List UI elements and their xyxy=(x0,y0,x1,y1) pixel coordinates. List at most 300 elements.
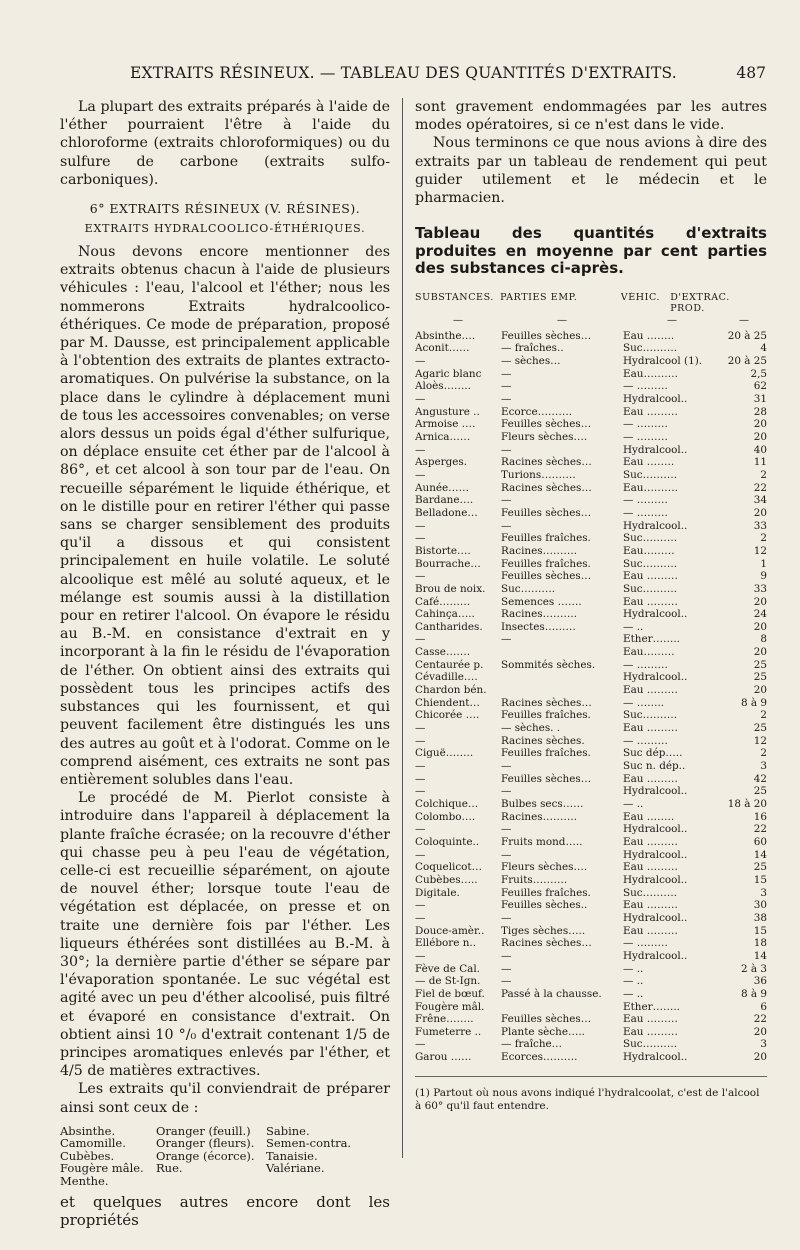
table-row xyxy=(415,342,767,355)
plant-name: Valériane. xyxy=(266,1161,325,1176)
vehicle-cell: Eau ……… xyxy=(623,722,678,735)
vehicle-cell: Eau ……… xyxy=(623,595,678,608)
part-cell: Semences ……. xyxy=(501,595,582,608)
table-row xyxy=(415,963,767,976)
plant-name: Orange (écorce). xyxy=(156,1148,255,1163)
vehicle-cell: Hydralcool.. xyxy=(623,873,688,886)
yield-cell: 20 xyxy=(753,506,767,519)
vehicle-cell: — ……… xyxy=(623,937,668,950)
yield-cell: 25 xyxy=(753,861,767,874)
yield-cell: 4 xyxy=(760,342,767,355)
vehicle-cell: Hydralcool.. xyxy=(623,443,688,456)
yield-cell: 20 à 25 xyxy=(727,355,767,368)
yield-cell: 22 xyxy=(753,823,767,836)
part-cell xyxy=(501,1001,623,1014)
part-cell: — xyxy=(501,785,512,798)
vehicle-cell: Suc………. xyxy=(623,342,678,355)
yield-cell: 20 xyxy=(753,620,767,633)
table-row xyxy=(415,406,767,419)
yield-cell: 12 xyxy=(753,734,767,747)
table-row xyxy=(415,558,767,571)
table-row xyxy=(415,722,767,735)
part-cell: Tiges sèches….. xyxy=(501,924,586,937)
yield-cell: 8 xyxy=(760,633,767,646)
table-row xyxy=(415,899,767,912)
part-cell: Insectes……… xyxy=(501,620,576,633)
substance-cell: Agaric blanc xyxy=(415,367,482,380)
substance-cell: Colombo…. xyxy=(415,810,476,823)
vehicle-cell: — .. xyxy=(623,620,644,633)
yield-cell: 2 à 3 xyxy=(740,962,767,975)
yield-cell: 20 xyxy=(753,646,767,659)
column-header: PARTIES EMP. xyxy=(500,291,578,303)
plant-name xyxy=(156,1175,266,1188)
substance-cell: — xyxy=(415,633,426,646)
part-cell: Feuilles fraîches. xyxy=(501,532,591,545)
substance-cell: Douce-amèr.. xyxy=(415,924,485,937)
substance-cell: Cahinça….. xyxy=(415,608,475,621)
substance-cell: — xyxy=(415,760,426,773)
table-row xyxy=(415,482,767,495)
column-divider xyxy=(402,98,403,1158)
left-column xyxy=(60,98,390,1230)
subsection-heading: EXTRAITS HYDRALCOOLICO-ÉTHÉRIQUES. xyxy=(84,222,366,236)
substance-cell: Cantharides. xyxy=(415,620,483,633)
vehicle-cell: Hydralcool.. xyxy=(623,823,688,836)
table-row xyxy=(415,330,767,343)
part-cell: Feuilles fraîches. xyxy=(501,886,591,899)
substance-cell: Ciguë…….. xyxy=(415,747,474,760)
substance-cell: Fève de Cal. xyxy=(415,962,480,975)
substance-cell: Colchique… xyxy=(415,798,479,810)
table-row xyxy=(415,671,767,684)
vehicle-cell: Ether…….. xyxy=(623,1000,680,1013)
table-row xyxy=(415,925,767,938)
table-title: Tableau des quantités d'extraits produites en moyenne par cent parties des substances ci-après. xyxy=(415,224,767,278)
part-cell: Feuilles sèches… xyxy=(501,570,592,583)
vehicle-cell: — .. xyxy=(623,798,644,810)
yield-cell: 38 xyxy=(753,911,767,924)
table-row xyxy=(415,887,767,900)
table-row xyxy=(415,608,767,621)
plant-name: Cubèbes. xyxy=(60,1148,115,1163)
table-row xyxy=(415,785,767,798)
vehicle-cell: Suc dép….. xyxy=(623,747,683,760)
vehicle-cell: — ……… xyxy=(623,494,668,507)
substance-cell: Aconit…… xyxy=(415,342,470,355)
vehicle-cell: Eau ……… xyxy=(623,1013,678,1026)
substance-cell: Brou de noix. xyxy=(415,582,486,595)
yield-cell: 33 xyxy=(753,582,767,595)
plant-name xyxy=(266,1175,386,1188)
yield-cell: 15 xyxy=(753,873,767,886)
footnote: (1) Partout où nous avons indiqué l'hydralcoolat, c'est de l'alcool à 60° qu'il faut entendre. xyxy=(415,1076,767,1113)
dash: — xyxy=(453,315,463,326)
table-row xyxy=(415,709,767,722)
substance-cell: Angusture .. xyxy=(415,405,480,418)
yield-cell: 8 à 9 xyxy=(740,696,767,709)
vehicle-cell: — ……… xyxy=(623,418,668,431)
substance-cell: Coloquinte.. xyxy=(415,835,480,848)
table-header xyxy=(415,292,767,314)
table-row xyxy=(415,507,767,520)
part-cell: Racines………. xyxy=(501,544,578,557)
yield-cell: 3 xyxy=(760,760,767,773)
table-row xyxy=(415,760,767,773)
part-cell: Racines sèches. xyxy=(501,734,585,747)
vehicle-cell: Eau………. xyxy=(623,367,678,380)
part-cell: Plante sèche….. xyxy=(501,1025,585,1038)
yield-cell: 14 xyxy=(753,949,767,962)
plant-name: Sabine. xyxy=(266,1123,310,1138)
table-row xyxy=(415,861,767,874)
yield-cell: 18 à 20 xyxy=(727,798,767,810)
yield-cell: 20 xyxy=(753,1025,767,1038)
vehicle-cell: Suc………. xyxy=(623,709,678,722)
yield-cell: 60 xyxy=(753,835,767,848)
substance-cell: Frêne…….. xyxy=(415,1013,474,1026)
vehicle-cell: — ……… xyxy=(623,380,668,393)
yield-cell: 25 xyxy=(753,785,767,798)
section-heading: 6° EXTRAITS RÉSINEUX (V. RÉSINES). xyxy=(89,201,361,217)
table-row xyxy=(415,773,767,786)
substance-cell: Centaurée p. xyxy=(415,658,484,671)
substance-cell: Fumeterre .. xyxy=(415,1025,482,1038)
yield-cell: 2 xyxy=(760,747,767,760)
vehicle-cell: — ……… xyxy=(623,506,668,519)
part-cell: Fleurs sèches…. xyxy=(501,861,588,874)
part-cell: Feuilles sèches… xyxy=(501,418,592,431)
vehicle-cell: Suc………. xyxy=(623,1038,678,1051)
vehicle-cell: Eau……… xyxy=(623,646,675,659)
vehicle-cell: Suc………. xyxy=(623,532,678,545)
vehicle-cell: — .. xyxy=(623,975,644,988)
paragraph: Le procédé de M. Pierlot consiste à introduire dans l'appareil à déplacement la plante fraîche écrasée; on la recouvre d'éther qui chasse peu à peu l'eau de végétation, celle-ci est recueillie séparément, on ajoute de nouvel éther; lorsque toute l'eau de végétation est déplacée, on presse et on traite une dernière fois par l'éther. Les liqueurs éthérées sont distillées au B.-M. à 30°; la dernière partie d'éther se sépare par l'évaporation spontanée. Le suc végétal est agité avec un peu d'éther alcoolisé, puis filtré et évaporé en consistance d'extrait. On obtient ainsi 10 °/₀ d'extrait contenant 1/5 de principes aromatiques enlevés par l'éther, et 4/5 de matières extractives. xyxy=(60,790,390,1080)
part-cell: — xyxy=(501,367,512,380)
yield-cell: 40 xyxy=(753,443,767,456)
table-row xyxy=(415,950,767,963)
yield-cell: 14 xyxy=(753,848,767,861)
yield-cell: 20 xyxy=(753,418,767,431)
table-row xyxy=(415,735,767,748)
part-cell: Sommités sèches. xyxy=(501,658,596,671)
vehicle-cell: Eau ……… xyxy=(623,405,678,418)
table-row xyxy=(415,570,767,583)
plant-name: Rue. xyxy=(156,1161,183,1176)
vehicle-cell: Eau …….. xyxy=(623,456,675,469)
part-cell: — xyxy=(501,975,512,988)
substance-cell: — xyxy=(415,355,426,368)
substance-cell: — xyxy=(415,848,426,861)
part-cell: Feuilles fraîches. xyxy=(501,747,591,760)
part-cell: — xyxy=(501,911,512,924)
column-header: D'EXTRAC. PROD. xyxy=(670,291,730,314)
yield-cell: 16 xyxy=(753,810,767,823)
yield-cell: 22 xyxy=(753,1013,767,1026)
header-dashes xyxy=(415,316,767,326)
part-cell: Racines………. xyxy=(501,608,578,621)
table-row xyxy=(415,583,767,596)
vehicle-cell: — ……… xyxy=(623,658,668,671)
table-row xyxy=(415,444,767,457)
part-cell: — xyxy=(501,962,512,975)
vehicle-cell: Suc………. xyxy=(623,557,678,570)
vehicle-cell: — .. xyxy=(623,962,644,975)
vehicle-cell: Hydralcool (1). xyxy=(623,355,703,368)
vehicle-cell: Eau …….. xyxy=(623,810,675,823)
yield-cell: 24 xyxy=(753,608,767,621)
table-row xyxy=(415,937,767,950)
part-cell: Racines sèches… xyxy=(501,456,592,469)
yield-cell: 31 xyxy=(753,393,767,405)
part-cell: — fraîche… xyxy=(501,1038,563,1051)
part-cell: Racines sèches… xyxy=(501,481,592,494)
table-row xyxy=(415,988,767,1001)
yield-cell: 30 xyxy=(753,899,767,912)
table-row xyxy=(415,646,767,659)
part-cell: — xyxy=(501,848,512,861)
part-cell: Turions………. xyxy=(501,468,576,481)
substance-cell: — xyxy=(415,949,426,962)
plant-name: Camomille. xyxy=(60,1136,126,1151)
part-cell: — xyxy=(501,760,512,773)
table-row xyxy=(415,874,767,887)
substance-cell: — xyxy=(415,722,426,735)
yield-cell: 3 xyxy=(760,886,767,899)
substance-cell: — xyxy=(415,519,426,532)
vehicle-cell: Ether…….. xyxy=(623,633,680,646)
substance-cell: Digitale. xyxy=(415,886,460,899)
vehicle-cell: Suc………. xyxy=(623,886,678,899)
substance-cell: Casse……. xyxy=(415,646,471,659)
part-cell: — xyxy=(501,380,512,393)
vehicle-cell: — ……… xyxy=(623,430,668,443)
yield-cell: 6 xyxy=(760,1000,767,1013)
substance-cell: — xyxy=(415,911,426,924)
yield-cell: 20 xyxy=(753,595,767,608)
plant-name: Oranger (fleurs). xyxy=(156,1136,255,1151)
vehicle-cell: Eau ……… xyxy=(623,861,678,874)
table-row xyxy=(415,849,767,862)
page-number: 487 xyxy=(736,64,766,82)
vehicle-cell: Hydralcool.. xyxy=(623,848,688,861)
vehicle-cell: — ……… xyxy=(623,734,668,747)
vehicle-cell: Eau ……… xyxy=(623,684,678,697)
yield-cell: 62 xyxy=(753,380,767,393)
substance-cell: Aloès…….. xyxy=(415,380,471,393)
vehicle-cell: Eau ……… xyxy=(623,835,678,848)
yield-cell: 9 xyxy=(760,570,767,583)
part-cell xyxy=(501,671,623,684)
substance-cell: — xyxy=(415,772,426,785)
right-column xyxy=(415,98,767,1113)
yield-cell: 20 à 25 xyxy=(727,329,767,342)
substance-cell: Bistorte…. xyxy=(415,544,471,557)
yield-cell: 15 xyxy=(753,924,767,937)
yield-cell: 8 à 9 xyxy=(740,987,767,1000)
substance-cell: Fougère mâl. xyxy=(415,1000,485,1013)
part-cell: Feuilles sèches… xyxy=(501,1013,592,1026)
vehicle-cell: Eau……… xyxy=(623,544,675,557)
yield-cell: 20 xyxy=(753,1051,767,1064)
substance-cell: — xyxy=(415,393,426,405)
yield-cell: 2 xyxy=(760,468,767,481)
part-cell: Feuilles sèches.. xyxy=(501,899,588,912)
substance-cell: Arnica…… xyxy=(415,430,471,443)
yield-cell: 2 xyxy=(760,532,767,545)
table-row xyxy=(415,823,767,836)
substance-cell: — xyxy=(415,443,426,456)
yield-cell: 28 xyxy=(753,405,767,418)
part-cell: Fruits………. xyxy=(501,873,568,886)
yield-cell: 1 xyxy=(760,557,767,570)
table-row xyxy=(415,1051,767,1064)
yield-cell: 20 xyxy=(753,684,767,697)
vehicle-cell: Hydralcool.. xyxy=(623,1051,688,1064)
substance-cell: Armoise …. xyxy=(415,418,476,431)
running-header xyxy=(60,62,766,88)
part-cell: — xyxy=(501,393,512,405)
yield-cell: 36 xyxy=(753,975,767,988)
vehicle-cell: Hydralcool.. xyxy=(623,949,688,962)
part-cell xyxy=(501,646,623,659)
table-row xyxy=(415,1013,767,1026)
table-row xyxy=(415,684,767,697)
table-row xyxy=(415,532,767,545)
part-cell: Ecorce………. xyxy=(501,405,573,418)
table-body xyxy=(415,330,767,1064)
substance-cell: Absinthe…. xyxy=(415,329,476,342)
yield-cell: 33 xyxy=(753,519,767,532)
substance-cell: Asperges. xyxy=(415,456,468,469)
yield-cell: 2,5 xyxy=(750,367,767,380)
vehicle-cell: Hydralcool.. xyxy=(623,785,688,798)
yield-cell: 2 xyxy=(760,709,767,722)
part-cell: Passé à la chausse. xyxy=(501,987,602,1000)
vehicle-cell: Hydralcool.. xyxy=(623,393,688,405)
vehicle-cell: Eau………. xyxy=(623,481,678,494)
part-cell: Feuilles sèches… xyxy=(501,506,592,519)
yield-cell: 18 xyxy=(753,937,767,950)
substance-cell: — xyxy=(415,785,426,798)
vehicle-cell: Hydralcool.. xyxy=(623,671,688,684)
vehicle-cell: Hydralcool.. xyxy=(623,911,688,924)
vehicle-cell: Hydralcool.. xyxy=(623,608,688,621)
part-cell: Ecorces………. xyxy=(501,1051,578,1064)
substance-cell: Aunée…… xyxy=(415,481,469,494)
substance-cell: Bourrache… xyxy=(415,557,481,570)
table-row xyxy=(415,1038,767,1051)
paragraph: Les extraits qu'il conviendrait de préparer ainsi sont ceux de : xyxy=(60,1081,390,1116)
table-row xyxy=(415,380,767,393)
part-cell: Racines sèches… xyxy=(501,696,592,709)
table-row xyxy=(415,545,767,558)
plant-name: Tanaisie. xyxy=(266,1148,318,1163)
part-cell: Racines………. xyxy=(501,810,578,823)
plant-name: Fougère mâle. xyxy=(60,1161,144,1176)
substance-cell: Belladone… xyxy=(415,506,478,519)
yield-cell: 25 xyxy=(753,722,767,735)
part-cell: — xyxy=(501,494,512,507)
yield-cell: 34 xyxy=(753,494,767,507)
plant-name: Menthe. xyxy=(60,1173,109,1188)
column-header: SUBSTANCES. xyxy=(415,291,494,303)
paragraph: sont gravement endommagées par les autres modes opératoires, si ce n'est dans le vide. xyxy=(415,99,767,134)
substance-cell: Cubèbes….. xyxy=(415,873,478,886)
vehicle-cell: Eau ……… xyxy=(623,899,678,912)
plant-name: Absinthe. xyxy=(60,1123,116,1138)
vehicle-cell: Eau …….. xyxy=(623,329,675,342)
vehicle-cell: — …….. xyxy=(623,696,665,709)
substance-cell: — de St-Ign. xyxy=(415,975,481,988)
yield-cell: 42 xyxy=(753,772,767,785)
table-row xyxy=(415,912,767,925)
part-cell: Racines sèches… xyxy=(501,937,592,950)
paragraph: La plupart des extraits préparés à l'aide de l'éther pourraient l'être à l'aide du chloroforme (extraits chloroformiques) ou du sulfure de carbone (extraits sulfo-carboniques). xyxy=(60,99,390,188)
table-row xyxy=(415,368,767,381)
part-cell: — sèches… xyxy=(501,355,561,368)
paragraph: Nous devons encore mentionner des extraits obtenus chacun à l'aide de plusieurs véhicules : l'eau, l'alcool et l'éther; nous les nommerons Extraits hydralcoolico-éthériques. Ce mode de préparation, proposé par M. Dausse, est principalement applicable à l'obtention des extraits de plantes extracto-aromatiques. On pulvérise la substance, on la place dans le cylindre à déplacement muni de tous les accessoires convenables; on verse alors dessus un poids égal d'éther sulfurique, on déplace ensuite cet éther par de l'alcool à 86°, et cet alcool à son tour par de l'eau. On recueille séparément le liquide éthérique, et on le distille pour en retirer l'éther qui passe sans se charger sensiblement des produits qu'il a dissous et qui consistent principalement en huile volatile. Le soluté alcoolique est mêlé au soluté aqueux, et le mélange est soumis aussi à la distillation pour en retirer l'alcool. On évapore le résidu au B.-M. en consistance d'extrait en y incorporant à la fin le résidu de l'évaporation de l'éther. On obtient ainsi des extraits qui possèdent tous les principes actifs des substances qui les fournissent, et qui peuvent facilement être distingués les uns des autres au goût et à l'odorat. Comme on le comprend aisément, ces extraits ne sont pas entièrement solubles dans l'eau. xyxy=(60,244,390,788)
part-cell: — xyxy=(501,949,512,962)
table-row xyxy=(415,975,767,988)
part-cell: Suc………. xyxy=(501,582,556,595)
table-row xyxy=(415,355,767,368)
substance-cell: — xyxy=(415,734,426,747)
part-cell: Feuilles fraîches. xyxy=(501,557,591,570)
table-row xyxy=(415,836,767,849)
table-row xyxy=(415,393,767,406)
part-cell: Feuilles fraîches. xyxy=(501,709,591,722)
plant-name: Oranger (feuill.) xyxy=(156,1123,251,1138)
yield-cell: 3 xyxy=(760,1038,767,1051)
table-row xyxy=(415,456,767,469)
column-header: VÉHIC. xyxy=(620,291,661,303)
yield-cell: 25 xyxy=(753,658,767,671)
part-cell: Feuilles sèches… xyxy=(501,772,592,785)
substance-cell: Café……… xyxy=(415,595,471,608)
part-cell: Fruits mond….. xyxy=(501,835,583,848)
substance-cell: Coquelicot… xyxy=(415,861,482,874)
table-row xyxy=(415,494,767,507)
table-row xyxy=(415,811,767,824)
table-row xyxy=(415,697,767,710)
yield-cell: 22 xyxy=(753,481,767,494)
part-cell: Feuilles sèches… xyxy=(501,329,592,342)
running-title: EXTRAITS RÉSINEUX. — TABLEAU DES QUANTITÉS D'EXTRAITS. xyxy=(130,64,677,82)
part-cell xyxy=(501,684,623,697)
table-row xyxy=(415,798,767,811)
part-cell: — fraîches.. xyxy=(501,342,564,355)
plant-name: Semen-contra. xyxy=(266,1136,352,1151)
table-row xyxy=(415,747,767,760)
vehicle-cell: Eau ……… xyxy=(623,772,678,785)
substance-cell: Bardane…. xyxy=(415,494,474,507)
substance-cell: — xyxy=(415,899,426,912)
plant-list xyxy=(60,1125,390,1188)
part-cell: — xyxy=(501,823,512,836)
table-row xyxy=(415,469,767,482)
yield-cell: 20 xyxy=(753,430,767,443)
dash: — xyxy=(739,314,749,326)
substance-cell: — xyxy=(415,823,426,836)
part-cell: — xyxy=(501,443,512,456)
table-row xyxy=(415,633,767,646)
substance-cell: Cévadille…. xyxy=(415,671,478,684)
substance-cell: Chicorée …. xyxy=(415,709,480,722)
substance-cell: Fiel de bœuf. xyxy=(415,987,485,1000)
paragraph: Nous terminons ce que nous avions à dire des extraits par un tableau de rendement qui peut guider utilement et le médecin et le pharmacien. xyxy=(415,135,767,207)
substance-cell: — xyxy=(415,1038,426,1051)
